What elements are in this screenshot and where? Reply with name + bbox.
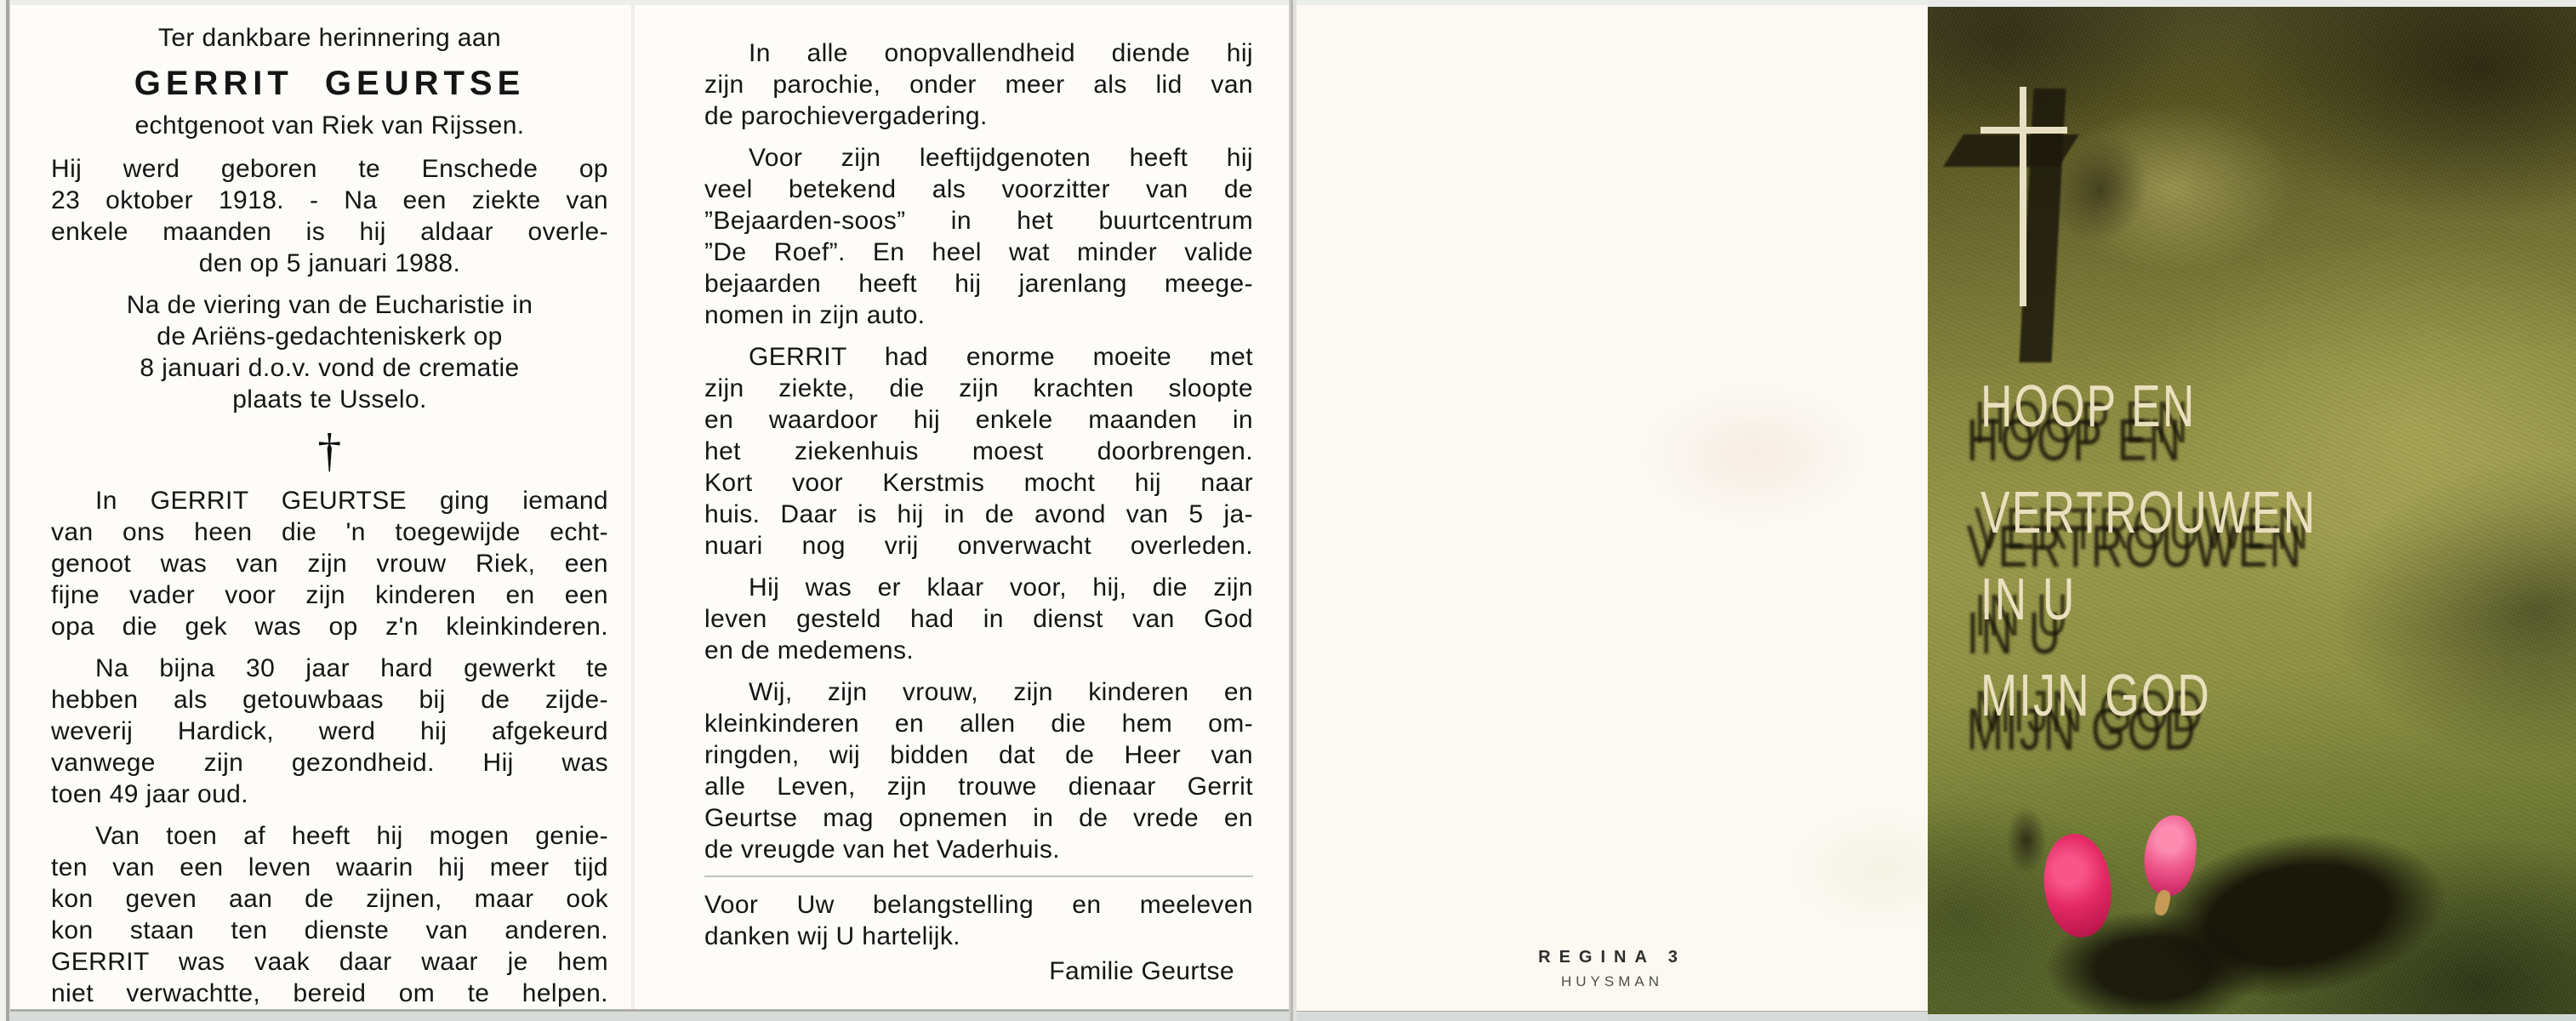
paragraph-parish: In alle onopvallendheid diende hij zijn parochie, onder meer als lid van de parochievergadering. — [704, 39, 1253, 130]
text-column-right — [704, 37, 1253, 987]
stone-caption-line: IN U — [1980, 566, 2077, 632]
paragraph-birth-death: Hij werd geboren te Enschede op 23 oktober 1918. - Na een ziekte van enkele maanden is hij aldaar overle- den op 5 januari 1988. — [51, 155, 608, 277]
deceased-name: GERRIT GEURTSE — [134, 65, 526, 102]
stone-caption-line: HOOP EN — [1980, 373, 2197, 439]
family-signature: Familie Geurtse — [1049, 957, 1234, 985]
paper-tint — [1644, 387, 1865, 523]
paragraph-ready: Hij was er klaar voor, hij, die zijn leven gesteld had in dienst van God en de medemens. — [704, 573, 1253, 665]
center-crease — [631, 5, 635, 1009]
scan-edge-left — [0, 0, 10, 1021]
paragraph-thanks: Voor Uw belangstelling en meeleven danken wij U hartelijk. — [704, 891, 1253, 950]
paragraph-funeral: Na de viering van de Eucharistie in de Ariëns-gedachteniskerk op 8 januari d.o.v. vond de crematie plaats te Usselo. — [126, 291, 533, 414]
stone-cross-icon — [1980, 127, 2067, 134]
publisher-series: REGINA 3 — [1538, 948, 1686, 967]
paragraph-tribute-work: Na bijna 30 jaar hard gewerkt te hebben als getouwbaas bij de zijde- weverij Hardick, werd hij afgekeurd vanwege zijn gezondheid. Hij was toen 49 jaar oud. — [51, 654, 608, 808]
cross-shadow — [1943, 134, 2079, 167]
spouse-line: echtgenoot van Riek van Rijssen. — [134, 111, 525, 140]
paragraph-tribute-life: Van toen af heeft hij mogen genie- ten van een leven waarin hij meer tijd kon geven aan de zijnen, maar ook kon staan ten dienste van anderen. GERRIT was vaak daar waar je hem niet verwachtte, bereid om te helpen. — [51, 822, 608, 1007]
divider-rule — [704, 876, 1253, 877]
publisher-imprint — [1297, 948, 1928, 990]
stone-caption-line: MIJN GOD — [1980, 662, 2212, 728]
rose-stem-shadow — [2006, 807, 2047, 875]
publisher-name: HUYSMAN — [1560, 973, 1663, 990]
dagger-cross-icon: † — [317, 425, 342, 477]
scan-edge-photo-bottom — [1928, 1014, 2576, 1021]
fold-line — [1289, 0, 1297, 1021]
card-back-panel — [1297, 5, 1928, 1011]
paragraph-illness: GERRIT had enorme moeite met zijn ziekte, die zijn krachten sloopte en waardoor hij enkele maanden in het ziekenhuis moest doorbrengen. Kort voor Kerstmis mocht hij naar huis. Daar is hij in de avond van 5 ja- nuari nog vrij onverwacht overleden. — [704, 343, 1253, 560]
stone-caption-line: VERTROUWEN — [1980, 479, 2317, 545]
paragraph-prayer: Wij, zijn vrouw, zijn kinderen en kleinkinderen en allen die hem om- ringden, wij bidden dat de Heer van alle Leven, zijn trouwe dienaar Gerrit Geurtse mag opnemen in de vrede en de vreugde van het Vaderhuis. — [704, 678, 1253, 864]
paragraph-tribute-family: In GERRIT GEURTSE ging iemand van ons heen die 'n toegewijde echt- genoot was van zijn vrouw Riek, een fijne vader voor zijn kinderen en een opa die gek was op z'n kleinkinderen. — [51, 487, 608, 641]
text-column-left — [51, 22, 608, 1019]
paragraph-elderly: Voor zijn leeftijdgenoten heeft hij veel betekend als voorzitter van de ”Bejaarden-soos” in het buurtcentrum ”De Roef”. En heel wat minder valide bejaarden heeft hij jarenlang meege- nomen in zijn auto. — [704, 144, 1253, 329]
grave-photo — [1928, 7, 2576, 1014]
memorial-intro: Ter dankbare herinnering aan — [157, 24, 502, 52]
stone-cross-icon — [2020, 87, 2026, 306]
